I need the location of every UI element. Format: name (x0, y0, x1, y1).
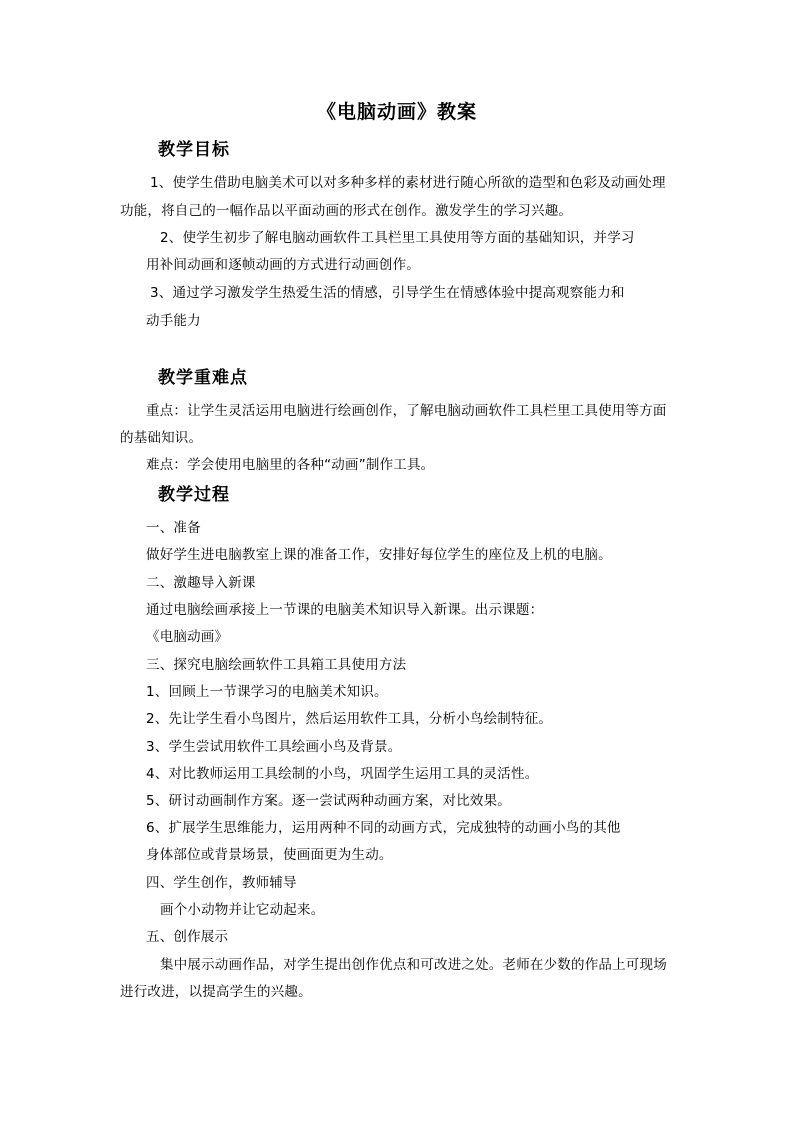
section-heading-goals: 教学目标 (158, 140, 230, 160)
section-heading-process: 教学过程 (158, 485, 230, 505)
key-point-line-1: 重点：让学生灵活运用电脑进行绘画创作，了解电脑动画软件工具栏里工具使用等方面 (146, 403, 667, 419)
difficult-point: 难点：学会使用电脑里的各种“动画”制作工具。 (146, 457, 435, 473)
document-title: 《电脑动画》教案 (316, 101, 477, 123)
step-5-line-2: 进行改进，以提高学生的兴趣。 (120, 984, 312, 1000)
step-4-text: 画个小动物并让它动起来。 (160, 902, 325, 918)
step-3-item-4: 4、对比教师运用工具绘制的小鸟，巩固学生运用工具的灵活性。 (146, 766, 539, 782)
goal-3-line-1: 3、通过学习激发学生热爱生活的情感，引导学生在情感体验中提高观察能力和 (150, 285, 625, 301)
step-1-heading: 一、准备 (146, 520, 201, 536)
step-5-heading: 五、创作展示 (146, 929, 229, 945)
section-heading-key-points: 教学重难点 (158, 368, 248, 388)
step-3-item-5: 5、研讨动画制作方案。逐一尝试两种动画方案，对比效果。 (146, 793, 511, 809)
step-4-heading: 四、学生创作，教师辅导 (146, 875, 297, 891)
step-3-item-2: 2、先让学生看小鸟图片，然后运用软件工具，分析小鸟绘制特征。 (146, 711, 553, 727)
goal-2-line-2: 用补间动画和逐帧动画的方式进行动画创作。 (146, 257, 420, 273)
step-2-topic: 《电脑动画》 (146, 629, 229, 645)
step-2-heading: 二、激趣导入新课 (146, 575, 256, 591)
step-1-text: 做好学生进电脑教室上课的准备工作，安排好每位学生的座位及上机的电脑。 (146, 547, 612, 563)
goal-2-line-1: 2、使学生初步了解电脑动画软件工具栏里工具使用等方面的基础知识，并学习 (160, 230, 635, 246)
step-3-item-6-line-1: 6、扩展学生思维能力，运用两种不同的动画方式，完成独特的动画小鸟的其他 (146, 820, 621, 836)
key-point-line-2: 的基础知识。 (120, 430, 203, 446)
step-3-item-1: 1、回顾上一节课学习的电脑美术知识。 (146, 684, 388, 700)
goal-1-line-2: 功能，将自己的一幅作品以平面动画的形式在创作。激发学生的学习兴趣。 (120, 203, 573, 219)
step-3-item-3: 3、学生尝试用软件工具绘画小鸟及背景。 (146, 739, 402, 755)
step-3-heading: 三、探究电脑绘画软件工具箱工具使用方法 (146, 657, 407, 673)
step-2-text: 通过电脑绘画承接上一节课的电脑美术知识导入新课。出示课题： (146, 602, 544, 618)
goal-3-line-2: 动手能力 (146, 313, 201, 329)
step-5-line-1: 集中展示动画作品，对学生提出创作优点和可改进之处。老师在少数的作品上可现场 (160, 957, 667, 973)
step-3-item-6-line-2: 身体部位或背景场景，使画面更为生动。 (146, 847, 393, 863)
goal-1-line-1: 1、使学生借助电脑美术可以对多种多样的素材进行随心所欲的造型和色彩及动画处理 (150, 175, 666, 191)
